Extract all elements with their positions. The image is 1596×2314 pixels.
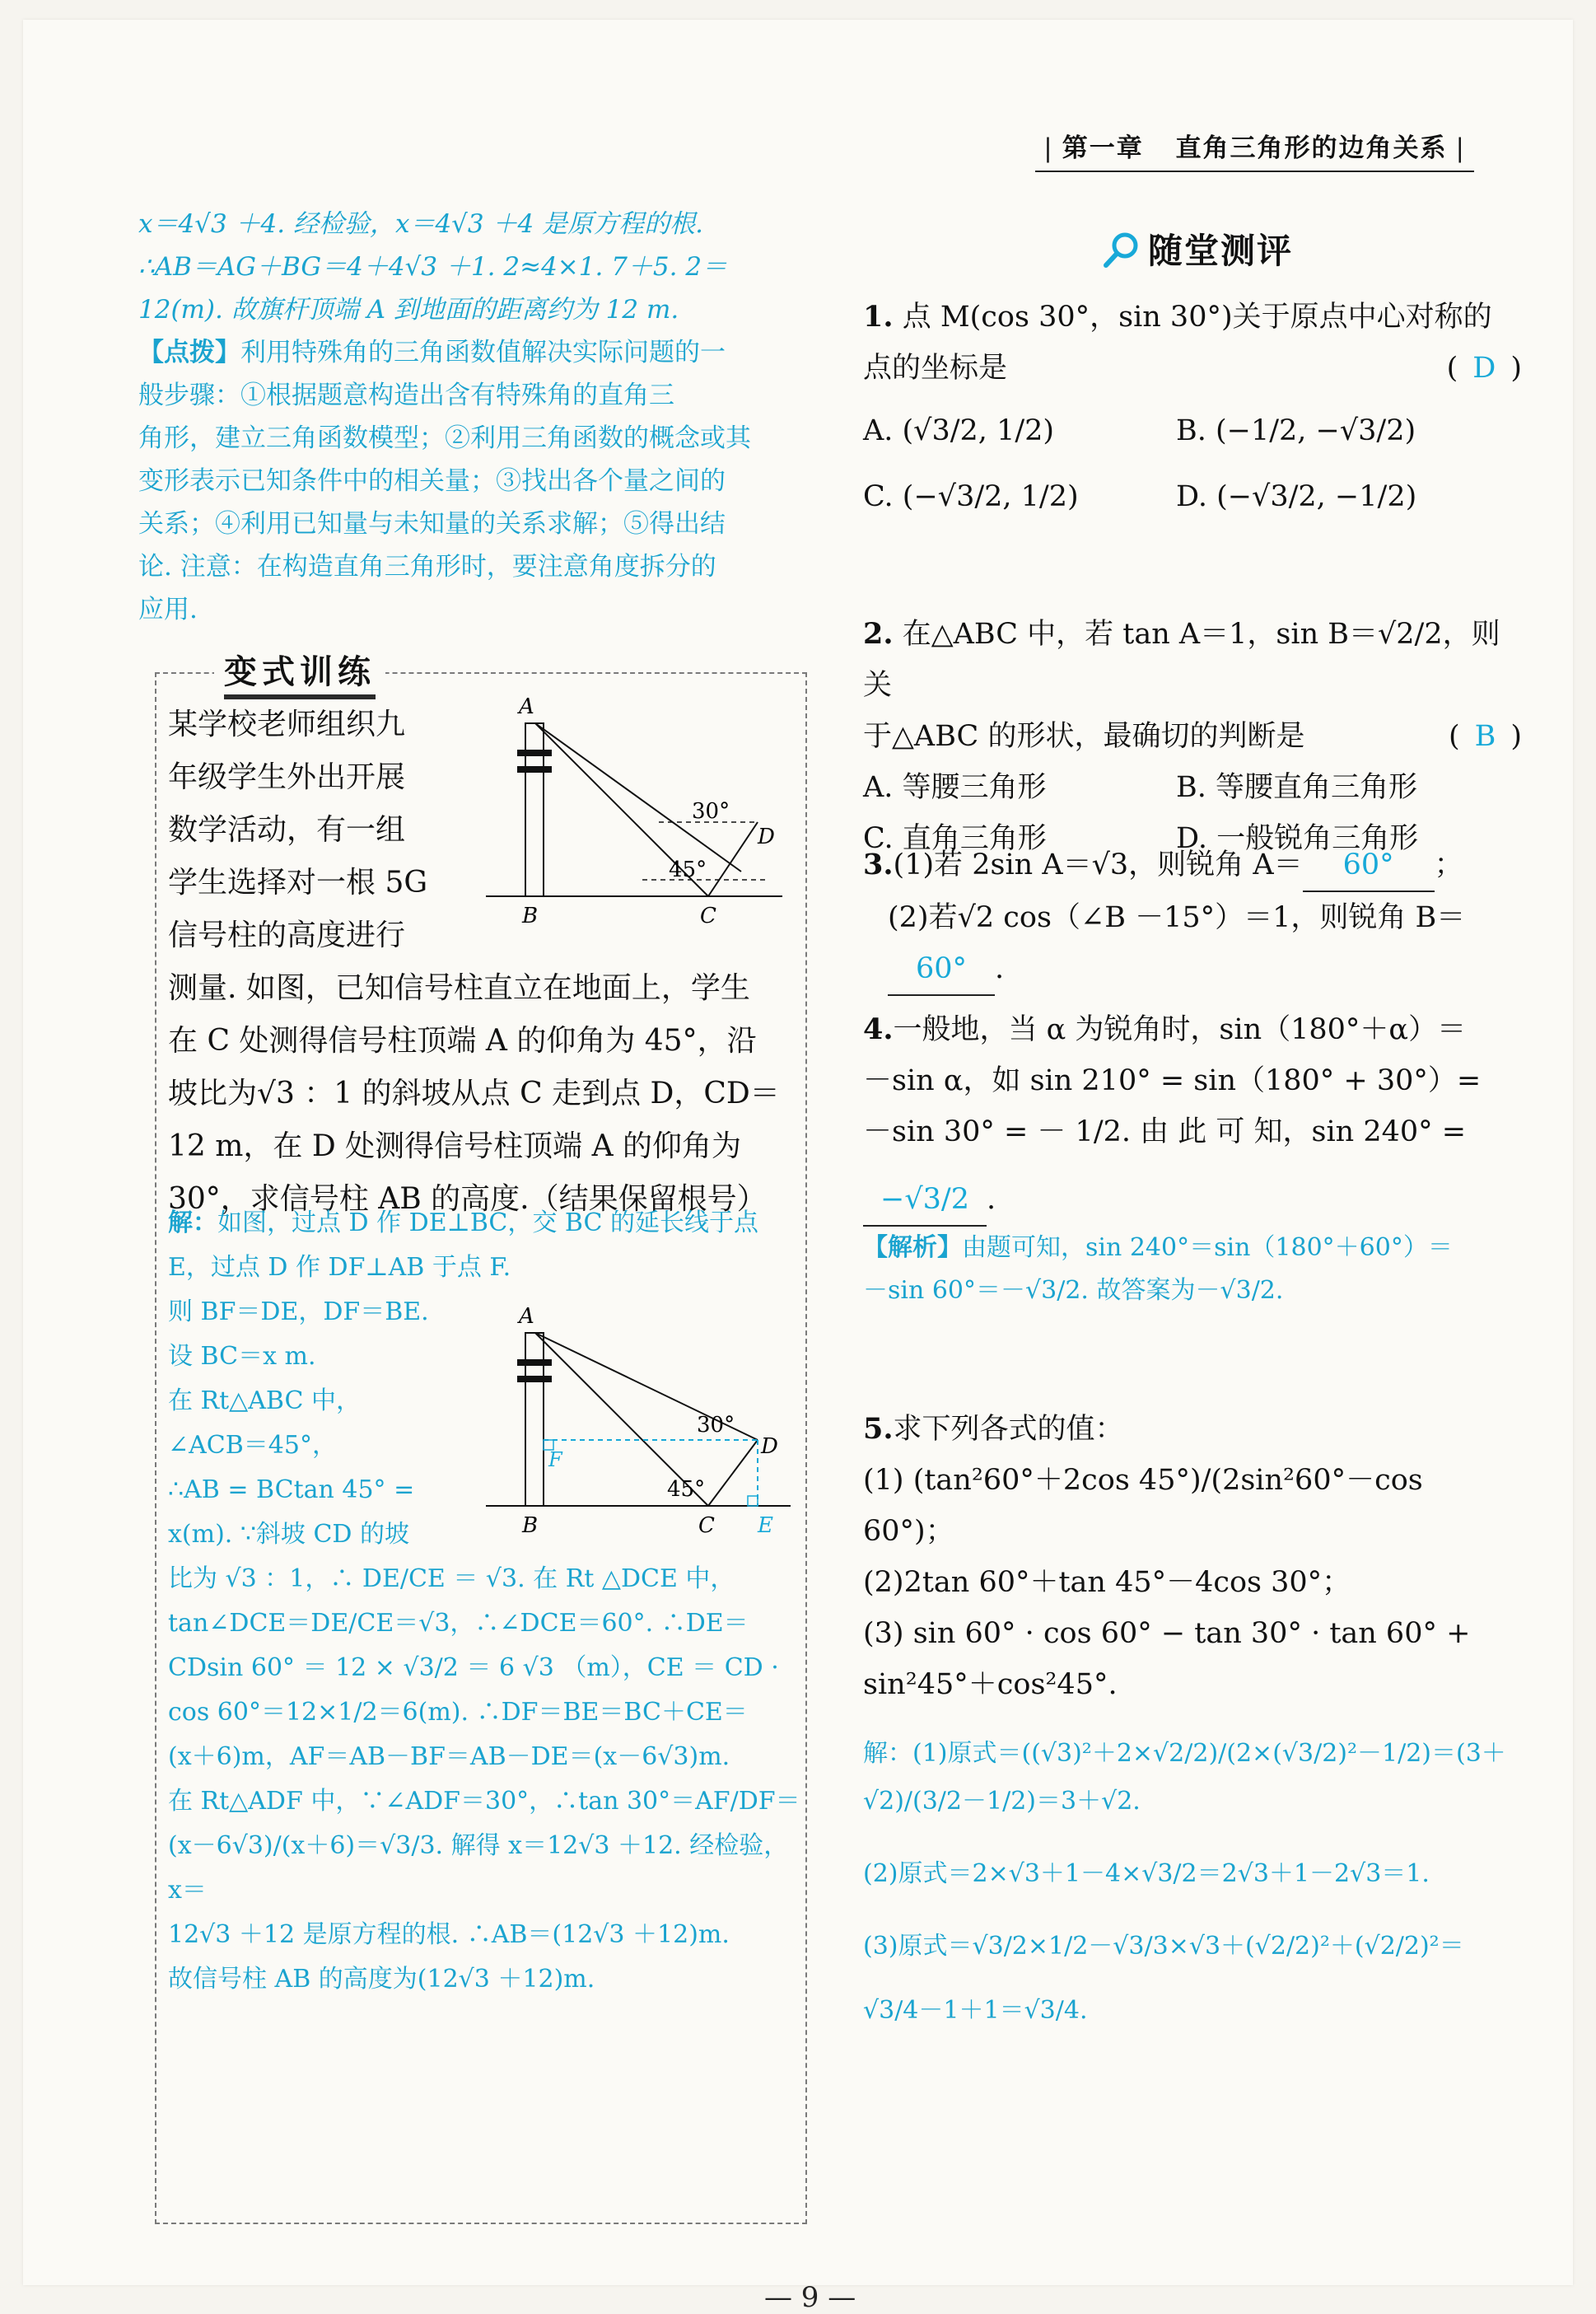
label-d: D [761, 1434, 778, 1459]
tip-line: 【点拨】利用特殊角的三角函数值解决实际问题的一 [138, 338, 726, 367]
tip-line: 角形，建立三角函数模型；②利用三角函数的概念或其 [138, 423, 751, 453]
answer-3-1: 60° [1303, 839, 1435, 892]
tip-line: 般步骤：①根据题意构造出含有特殊角的直角三 [138, 381, 674, 410]
page [23, 20, 1573, 2314]
problem-line: 测量. 如图，已知信号柱直立在地面上，学生 [168, 971, 750, 1005]
option-a: A. (√3/2, 1/2) [863, 414, 1055, 447]
question-3: 3.(1)若 2sin A＝√3，则锐角 A＝ 60° ； (2)若√2 cos（∠B －15°）＝1，则锐角 B＝ 60° . [863, 839, 1522, 996]
label-b: B [522, 904, 539, 928]
problem-line: 信号柱的高度进行 [168, 919, 406, 952]
option-c: C. (−√3/2, 1/2) [863, 480, 1079, 513]
chapter-label: 第一章 [1062, 133, 1144, 163]
option-a: A. 等腰三角形 [863, 771, 1047, 804]
tip-tag: 【点拨】 [138, 338, 240, 367]
solution-line: 故信号柱 AB 的高度为(12√3 ＋12)m. [168, 1965, 595, 1994]
answer-1: D [1472, 352, 1496, 385]
label-d: D [758, 825, 775, 849]
solution-line: 在 Rt△ADF 中，∵∠ADF＝30°，∴tan 30°＝AF/DF＝ [168, 1787, 800, 1816]
label-a: A [519, 1304, 534, 1329]
problem-line: 某学校老师组织九 [168, 708, 406, 741]
label-b: B [522, 1513, 539, 1538]
problem-line: 坡比为√3 ：1 的斜坡从点 C 走到点 D，CD＝ [168, 1077, 780, 1110]
signal-pole-diagram [486, 690, 799, 937]
magnifier-icon [1102, 229, 1143, 278]
label-c: C [700, 904, 716, 928]
problem-line: 在 C 处测得信号柱顶端 A 的仰角为 45°，沿 [168, 1024, 757, 1058]
page-number: — 9 — [764, 2281, 856, 2314]
tip-line: 应用. [138, 595, 198, 624]
analysis-4-line: －sin 60°＝－√3/2. 故答案为－√3/2. [863, 1276, 1284, 1305]
option-d: D. (−√3/2, −1/2) [1176, 480, 1417, 513]
solution-line: ∠ACB＝45°， [168, 1431, 337, 1460]
option-b: B. (−1/2, −√3/2) [1176, 414, 1416, 447]
solution-line: ∴AB＝AG＋BG＝4＋4√3 ＋1. 2≈4×1. 7＋5. 2＝ [138, 252, 728, 282]
left-top-solution [138, 203, 805, 631]
answer-4: −√3/2 [863, 1174, 987, 1227]
problem-line: 年级学生外出开展 [168, 760, 406, 794]
variant-training-box [155, 653, 807, 2224]
right-angle-e [748, 1496, 758, 1506]
problem-line: 学生选择对一根 5G [168, 866, 428, 900]
question-4: 4.一般地，当 α 为锐角时，sin（180°＋α）＝ －sin α，如 sin 210° = sin（180° + 30°）= －sin 30° = － 1/2. 由 此 可 知，sin 240° = −√3/2 . 【解析】由题可知，sin 240°＝sin（180°＋60°）＝ －sin 60°＝－√3/2. 故答案为－√3/2. [863, 1004, 1522, 1312]
line-ad [535, 723, 741, 872]
problem-line: 12 m，在 D 处测得信号柱顶端 A 的仰角为 [168, 1129, 742, 1163]
solution-line: 12√3 ＋12 是原方程的根. ∴AB＝(12√3 ＋12)m. [168, 1920, 730, 1949]
signal-pole-diagram-solution [486, 1300, 799, 1547]
variant-title: 变式训练 [214, 646, 385, 699]
solution-line: x(m). ∵斜坡 CD 的坡 [168, 1520, 410, 1549]
angle-30: 30° [692, 799, 730, 824]
option-b: B. 等腰直角三角形 [1176, 771, 1417, 804]
question-5: 5.求下列各式的值： (1) (tan²60°＋2cos 45°)/(2sin²60°－cos 60°)； (2)2tan 60°＋tan 45°－4cos 30°； (3) sin 60° · cos 60° − tan 30° · tan 60° + sin²45°＋cos²45°. 解：(1)原式＝((√3)²＋2×√2/2)/(2×(√3/2)²－1/2)＝(3＋√2)/(3/2－1/2)＝3＋√2. (2)原式＝2×√3＋1－4×√3/2＝2√3＋1－2√3＝1. (3)原式＝√3/2×1/2－√3/3×√3＋(√2/2)²＋(√2/2)²＝ √3/4－1＋1＝√3/4. [863, 1404, 1522, 2035]
solution-line: x＝4√3 ＋4. 经检验，x＝4√3 ＋4 是原方程的根. [138, 209, 703, 239]
tip-line: 关系；④利用已知量与未知量的关系求解；⑤得出结 [138, 509, 726, 539]
question-2: 2. 在△ABC 中，若 tan A＝1，sin B＝√2/2，则关 于△ABC 的形状，最确切的判断是 ( B ) A. 等腰三角形 B. 等腰直角三角形 C. 直角三角形 D. 一般锐角三角形 [863, 609, 1522, 864]
solution-line: 解：如图，过点 D 作 DE⊥BC，交 BC 的延长线于点 [168, 1208, 759, 1237]
label-a: A [519, 694, 534, 719]
pole-bar [517, 750, 552, 756]
solution-line: ∴AB = BCtan 45° = [168, 1475, 415, 1504]
solution-line: 则 BF＝DE，DF＝BE. [168, 1297, 429, 1326]
tip-line: 论. 注意：在构造直角三角形时，要注意角度拆分的 [138, 552, 716, 582]
option-c: C. 直角三角形 [863, 822, 1047, 855]
solution-line: (x－6√3)/(x＋6)＝√3/3. 解得 x＝12√3 ＋12. 经检验，x＝ [168, 1831, 789, 1905]
angle-30: 30° [697, 1413, 735, 1437]
slope-cd [708, 822, 758, 896]
problem-line: 数学活动，有一组 [168, 813, 406, 847]
label-c: C [698, 1513, 715, 1538]
option-d: D. 一般锐角三角形 [1176, 822, 1419, 855]
solution-5: 解：(1)原式＝((√3)²＋2×√2/2)/(2×(√3/2)²－1/2)＝(3＋√2)/(3/2－1/2)＝3＋√2. (2)原式＝2×√3＋1－4×√3/2＝2√3＋1－2√3＝1. (3)原式＝√3/2×1/2－√3/3×√3＋(√2/2)²＋(√2/2)²＝ √3/4－1＋1＝√3/4. [863, 1739, 1506, 2025]
tip-line: 变形表示已知条件中的相关量；③找出各个量之间的 [138, 466, 726, 496]
label-e: E [758, 1513, 773, 1538]
solution-line: (x＋6)m，AF＝AB－BF＝AB－DE＝(x－6√3)m. [168, 1742, 730, 1771]
chapter-title: 直角三角形的边角关系 [1175, 133, 1448, 163]
solution-line: tan∠DCE＝DE/CE＝√3，∴∠DCE＝60°. ∴DE＝ [168, 1609, 749, 1638]
solution-line: E，过点 D 作 DF⊥AB 于点 F. [168, 1253, 511, 1282]
solution-line: 在 Rt△ABC 中， [168, 1386, 362, 1415]
pole [525, 1333, 544, 1506]
pole [525, 723, 544, 896]
solution-line: 比为 √3 ：1，∴ DE/CE ＝ √3. 在 Rt △DCE 中， [168, 1564, 735, 1593]
angle-45: 45° [667, 1477, 706, 1502]
solution-line: cos 60°＝12×1/2＝6(m). ∴DF＝BE＝BC＋CE＝ [168, 1698, 748, 1727]
answer-3-2: 60° [888, 943, 995, 996]
solution-line: 12(m). 故旗杆顶端 A 到地面的距离约为 12 m. [138, 295, 679, 325]
problem-line: 30°，求信号柱 AB 的高度.（结果保留根号） [168, 1182, 767, 1216]
pole-bar [517, 1359, 552, 1366]
solution-line: 设 BC＝x m. [168, 1342, 316, 1371]
pole-bar [517, 766, 552, 773]
pole-bar [517, 1376, 552, 1382]
label-f: F [548, 1448, 562, 1471]
angle-45: 45° [669, 858, 707, 882]
answer-2: B [1474, 720, 1496, 753]
analysis-4: 【解析】由题可知，sin 240°＝sin（180°＋60°）＝ [863, 1233, 1453, 1262]
page-header: | 第一章 直角三角形的边角关系 | [1035, 127, 1474, 172]
section-title: 随堂测评 [1102, 224, 1293, 278]
solution-line: CDsin 60° ＝ 12 × √3/2 ＝ 6 √3 （m），CE ＝ CD · [168, 1653, 779, 1682]
question-1: 1. 点 M(cos 30°，sin 30°)关于原点中心对称的 点的坐标是 ( D ) A. (√3/2, 1/2) B. (−1/2, −√3/2) C. (−√3/2, 1/2) D. (−√3/2, −1/2) [863, 292, 1522, 522]
